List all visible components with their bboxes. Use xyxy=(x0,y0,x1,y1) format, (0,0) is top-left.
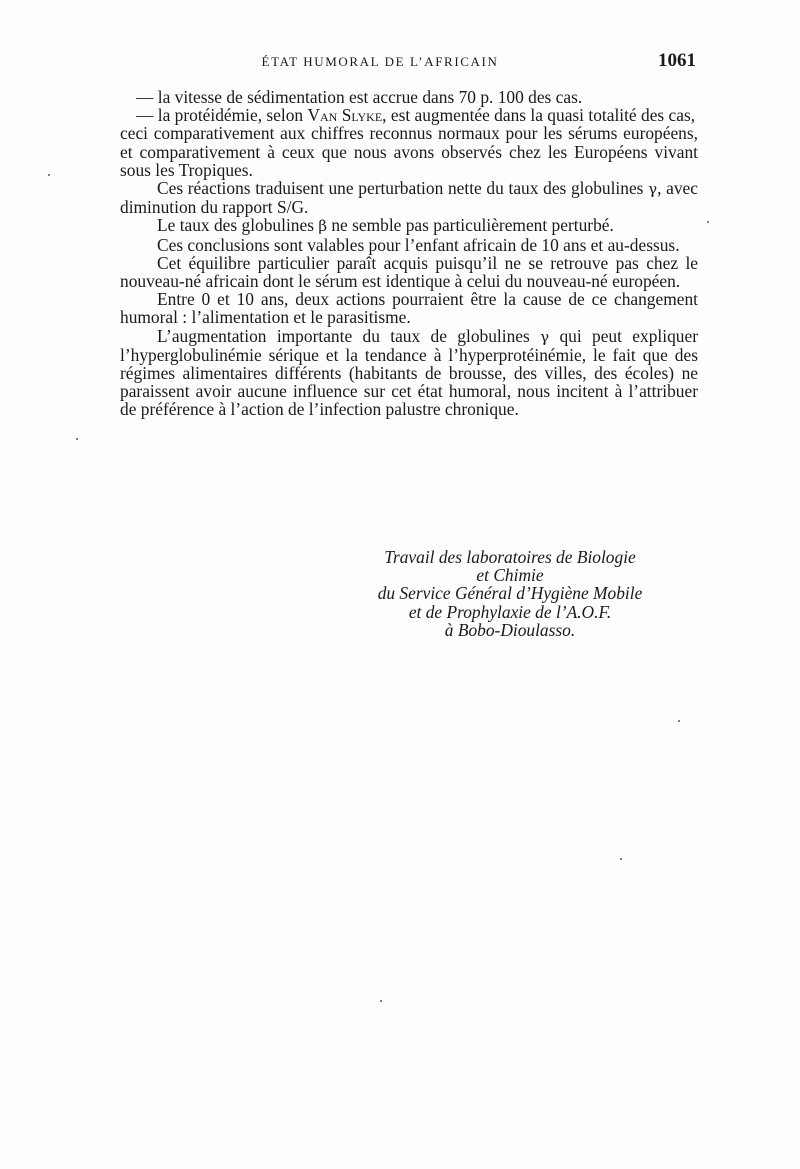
paragraph-equilibre: Cet équilibre particulier paraît acquis puisqu’il ne se retrouve pas chez le nouveau-né africain dont le sérum est identique à celui du nouveau-né européen. xyxy=(120,252,698,292)
paragraph-conclusions: Ces conclusions sont valables pour l’enfant africain de 10 ans et au-dessus. xyxy=(157,234,680,255)
signature-block xyxy=(300,548,720,639)
scan-speck xyxy=(678,720,680,722)
signature-line: à Bobo-Dioulasso. xyxy=(444,619,576,640)
signature-line: du Service Général d’Hygiène Mobile xyxy=(377,583,643,604)
running-title: ÉTAT HUMORAL DE L’AFRICAIN xyxy=(261,54,499,69)
list-item-text: — la vitesse de sédimentation est accrue dans 70 p. 100 des cas. xyxy=(136,87,583,107)
paragraph-text-start: L’augmentation importante du taux de globulines xyxy=(157,325,541,346)
list-item-proteidemie xyxy=(120,106,698,124)
author-name: Van Slyke xyxy=(307,105,383,126)
list-item-text-end: , est augmentée dans la quasi totalité des cas, xyxy=(382,105,696,126)
scan-speck xyxy=(380,1000,382,1002)
paragraph-text-start: Le taux des globulines xyxy=(157,215,319,236)
scan-speck xyxy=(620,858,622,860)
paragraph-actions: Entre 0 et 10 ans, deux actions pourraient être la cause de ce changement humoral : l’alimentation et le parasitisme. xyxy=(120,289,698,328)
signature-line: et Chimie xyxy=(476,565,544,586)
paragraph-text-start: Ces réactions traduisent une perturbation nette du taux des globulines xyxy=(157,178,649,199)
running-head xyxy=(120,50,698,74)
list-item-text-start: — la protéidémie, selon xyxy=(136,105,308,126)
gamma-symbol: γ xyxy=(648,180,658,199)
page-number: 1061 xyxy=(658,50,696,71)
paragraph-reactions xyxy=(120,179,698,216)
paragraph-text-end: ne semble pas particulièrement perturbé. xyxy=(327,215,614,236)
list-item-sedimentation xyxy=(120,88,698,106)
signature-line: et de Prophylaxie de l’A.O.F. xyxy=(408,601,612,622)
paragraph-text-end: , avec diminution du rapport S/G. xyxy=(120,178,698,218)
scan-speck xyxy=(76,438,78,440)
body-text xyxy=(120,88,698,419)
paragraph-comparison: ceci comparativement aux chiffres reconnus normaux pour les sérums européens, et comparativement à ceux que nous avons observés chez les Européens vivant sous les Tropiques. xyxy=(120,123,698,180)
signature-line: Travail des laboratoires de Biologie xyxy=(384,547,636,567)
gamma-symbol: γ xyxy=(540,327,550,346)
beta-symbol: β xyxy=(318,217,327,236)
paragraph-text-end: qui peut expliquer l’hyperglobulinémie sérique et la tendance à l’hyperprotéinémie, le fait que des régimes alimentaires différents (habitants de brousse, des villes, des écoles) ne paraissent avoir aucune influence sur cet état humoral, nous incitent à l’attribuer de préférence à l’action de l’infection palustre chronique. xyxy=(120,325,698,420)
paragraph-beta xyxy=(120,216,698,235)
scan-speck xyxy=(707,221,709,223)
paragraph-augmentation xyxy=(120,327,698,419)
scan-speck xyxy=(48,174,50,176)
